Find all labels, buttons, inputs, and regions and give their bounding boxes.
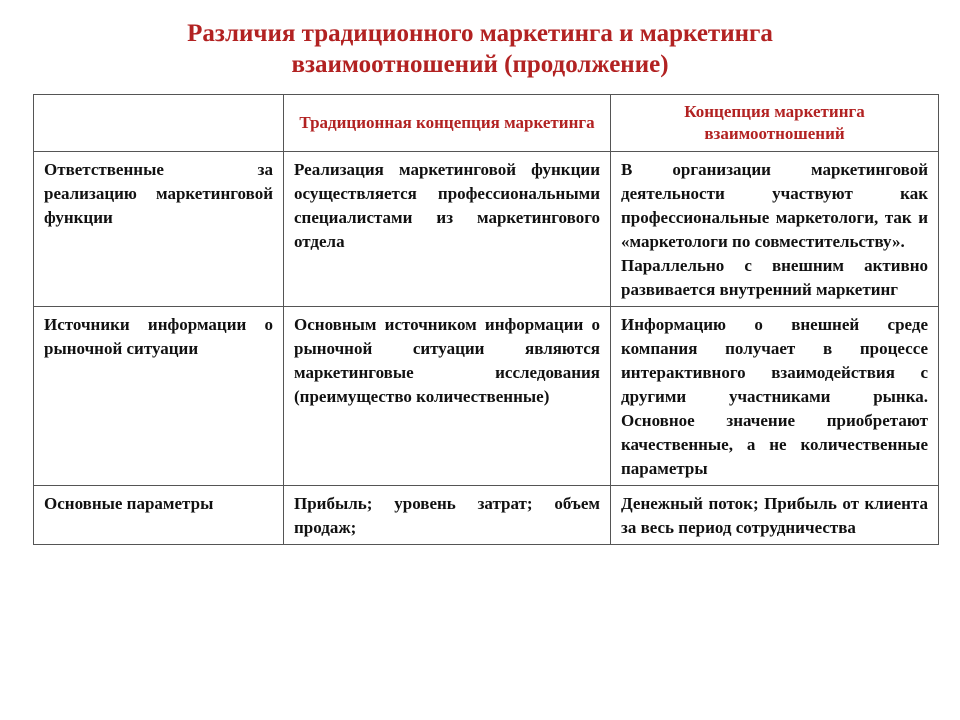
slide-title bbox=[0, 18, 960, 80]
criterion-cell: Основные параметры bbox=[34, 486, 284, 545]
relationship-paragraph: Денежный поток; Прибыль от клиента за весь период сотрудничества bbox=[621, 494, 928, 537]
slide-title-line-1: Различия традиционного маркетинга и маркетинга bbox=[187, 20, 773, 47]
relationship-paragraph: Информацию о внешней среде компания получает в процессе интерактивного взаимодействия с другими участниками рынка. Основное значение приобретают качественные, а не количественные параметры bbox=[621, 315, 928, 478]
header-cell-traditional: Традиционная концепция маркетинга bbox=[284, 95, 611, 152]
criterion-cell: Ответственные за реализацию маркетинговой функции bbox=[34, 152, 284, 307]
relationship-cell bbox=[611, 307, 939, 486]
traditional-cell: Основным источником информации о рыночной ситуации являются маркетинговые исследования (преимущество количественные) bbox=[284, 307, 611, 486]
relationship-paragraph: В организации маркетинговой деятельности участвуют как профессиональные маркетологи, так и «маркетологи по совместительству». bbox=[621, 160, 928, 251]
table-row bbox=[34, 307, 939, 486]
relationship-cell bbox=[611, 152, 939, 307]
header-cell-relationship: Концепция маркетинга взаимоотношений bbox=[611, 95, 939, 152]
relationship-cell bbox=[611, 486, 939, 545]
criterion-cell: Источники информации о рыночной ситуации bbox=[34, 307, 284, 486]
relationship-paragraph: Параллельно с внешним активно развивается внутренний маркетинг bbox=[621, 256, 928, 299]
slide-title-line-2: взаимоотношений (продолжение) bbox=[291, 51, 669, 78]
traditional-cell: Реализация маркетинговой функции осуществляется профессиональными специалистами из маркетингового отдела bbox=[284, 152, 611, 307]
table-header-row bbox=[34, 95, 939, 152]
comparison-table bbox=[33, 94, 939, 545]
table-row bbox=[34, 486, 939, 545]
traditional-cell: Прибыль; уровень затрат; объем продаж; bbox=[284, 486, 611, 545]
table-row bbox=[34, 152, 939, 307]
header-cell-empty bbox=[34, 95, 284, 152]
